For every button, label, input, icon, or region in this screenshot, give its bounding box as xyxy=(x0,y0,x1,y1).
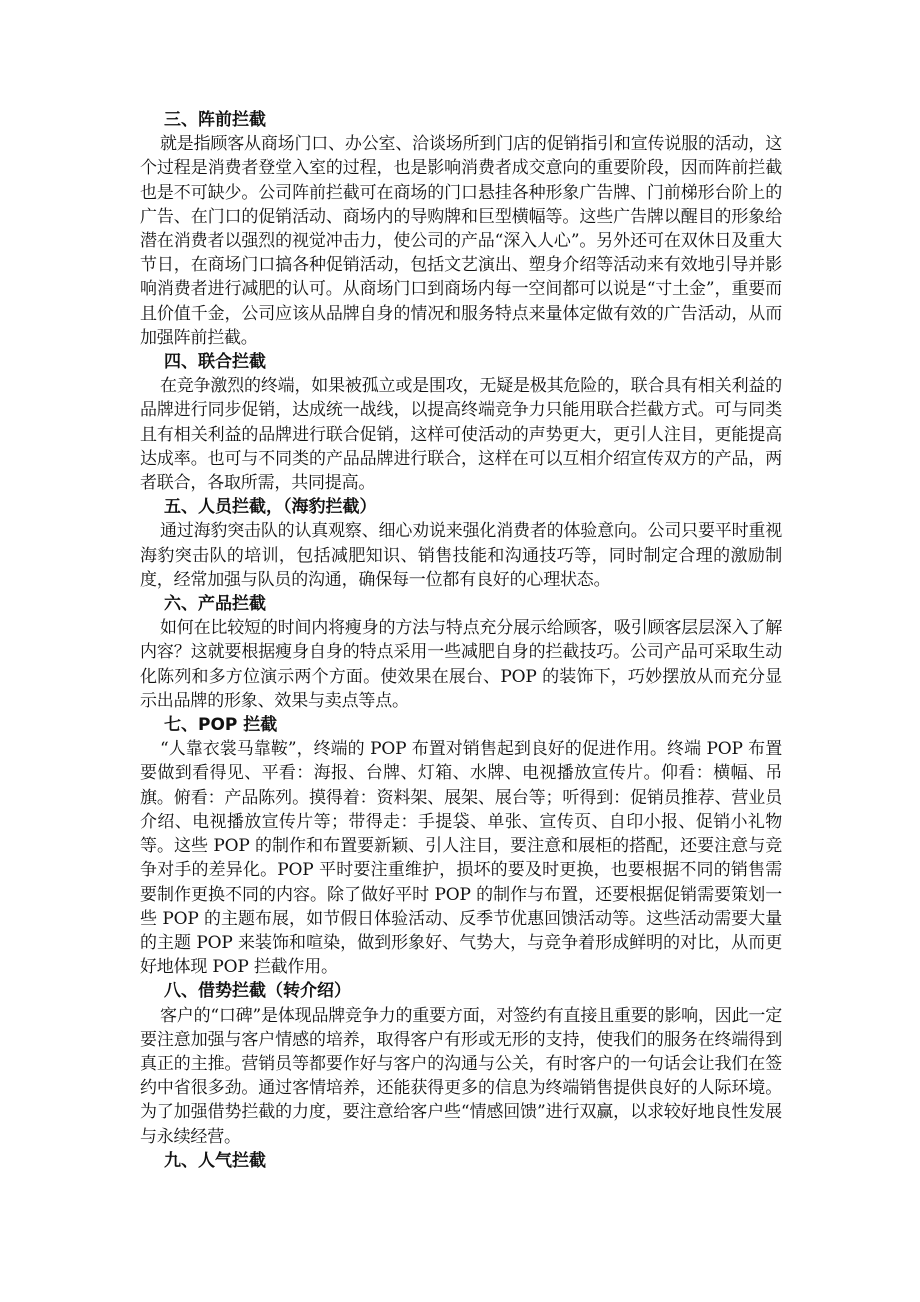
document-page xyxy=(140,108,782,1173)
section-paragraph: 如何在比较短的时间内将瘦身的方法与特点充分展示给顾客，吸引顾客层层深入了解内容？这就要根据瘦身自身的特点采用一些减肥自身的拦截技巧。公司产品可采取生动化陈列和多方位演示两个方面。使效果在展台、POP 的装饰下，巧妙摆放从而充分显示出品牌的形象、效果与卖点等点。 xyxy=(140,618,782,711)
section-jieshi xyxy=(140,979,782,1148)
section-chanpin xyxy=(140,592,782,713)
section-heading: 三、阵前拦截 xyxy=(164,110,266,130)
section-renqi xyxy=(140,1149,782,1173)
section-heading: 八、借势拦截（转介绍） xyxy=(164,981,351,1002)
section-pop xyxy=(140,713,782,979)
section-paragraph: 在竞争激烈的终端，如果被孤立或是围攻，无疑是极其危险的，联合具有相关利益的品牌进行同步促销，达成统一战线，以提高终端竞争力只能用联合拦截方式。可与同类且有相关利益的品牌进行联合促销，这样可使活动的声势更大，更引人注目，更能提高达成率。也可与不同类的产品品牌进行联合，这样在可以互相介绍宣传双方的产品，两者联合，各取所需，共同提高。 xyxy=(140,376,782,494)
section-heading: 四、联合拦截 xyxy=(164,352,266,373)
section-lianhe xyxy=(140,350,782,495)
section-paragraph: 就是指顾客从商场门口、办公室、洽谈场所到门店的促销指引和宣传说服的活动，这个过程是消费者登堂入室的过程，也是影响消费者成交意向的重要阶段，因而阵前拦截也是不可缺少。公司阵前拦截可在商场的门口悬挂各种形象广告牌、门前梯形台阶上的广告、在门口的促销活动、商场内的导购牌和巨型横幅等。这些广告牌以醒目的形象给潜在消费者以强烈的视觉冲击力，使公司的产品“深入人心”。另外还可在双休日及重大节日，在商场门口搞各种促销活动，包括文艺演出、塑身介绍等活动来有效地引导并影响消费者进行减肥的认可。从商场门口到商场内每一空间都可以说是“寸土金”，重要而且价值千金，公司应该从品牌自身的情况和服务特点来量体定做有效的广告活动，从而加强阵前拦截。 xyxy=(140,134,782,348)
section-heading: 五、人员拦截，（海豹拦截） xyxy=(164,497,377,518)
section-heading: 七、POP 拦截 xyxy=(164,715,278,736)
section-heading: 六、产品拦截 xyxy=(164,594,266,615)
section-zhenqian xyxy=(140,108,782,350)
section-paragraph: “人靠衣裳马靠鞍”，终端的 POP 布置对销售起到良好的促进作用。终端 POP 布置要做到看得见、平看：海报、台牌、灯箱、水牌、电视播放宣传片。仰看：横幅、吊旗。俯看：产品陈列。摸得着：资料架、展架、展台等；听得到：促销员推荐、营业员介绍、电视播放宣传片等；带得走：手提袋、单张、宣传页、自印小报、促销小礼物等。这些 POP 的制作和布置要新颖、引人注目，要注意和展柜的搭配，还要注意与竞争对手的差异化。POP 平时要注重维护，损坏的要及时更换，也要根据不同的销售需要制作更换不同的内容。除了做好平时 POP 的制作与布置，还要根据促销需要策划一些 POP 的主题布展，如节假日体验活动、反季节优惠回馈活动等。这些活动需要大量的主题 POP 来装饰和喧染，做到形象好、气势大，与竞争着形成鲜明的对比，从而更好地体现 POP 拦截作用。 xyxy=(140,739,782,978)
section-paragraph: 客户的“口碑”是体现品牌竞争力的重要方面，对签约有直接且重要的影响，因此一定要注意加强与客户情感的培养，取得客户有形或无形的支持，使我们的服务在终端得到真正的主推。营销员等都要作好与客户的沟通与公关，有时客户的一句话会让我们在签约中省很多劲。通过客情培养，还能获得更多的信息为终端销售提供良好的人际环境。为了加强借势拦截的力度，要注意给客户些“情感回馈”进行双赢，以求较好地良性发展与永续经营。 xyxy=(140,1005,782,1147)
section-heading: 九、人气拦截 xyxy=(164,1150,266,1171)
section-renyuan xyxy=(140,495,782,592)
section-paragraph: 通过海豹突击队的认真观察、细心劝说来强化消费者的体验意向。公司只要平时重视海豹突击队的培训，包括减肥知识、销售技能和沟通技巧等，同时制定合理的激励制度，经常加强与队员的沟通，确保每一位都有良好的心理状态。 xyxy=(140,521,782,590)
